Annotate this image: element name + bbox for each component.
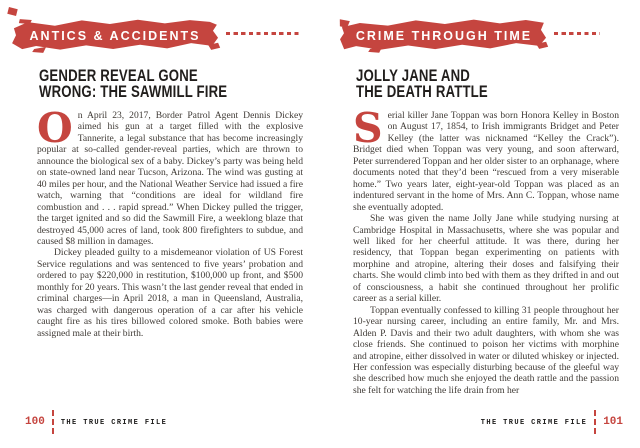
article-title-jolly-jane	[356, 69, 488, 101]
page-footer-right	[481, 408, 623, 436]
right-page	[320, 0, 640, 448]
page-number: 100	[25, 416, 45, 428]
article-body	[353, 104, 619, 396]
page-footer-left	[25, 408, 167, 436]
body-paragraph-1	[37, 104, 303, 247]
title-line-1: JOLLY JANE AND	[356, 67, 470, 85]
footer-dashed-divider	[52, 410, 54, 434]
title-line-2: THE DEATH RATTLE	[356, 82, 488, 101]
banner-paint-fleck	[7, 7, 17, 16]
banner-label: CRIME THROUGH TIME	[355, 28, 533, 43]
page-number: 101	[603, 416, 623, 428]
running-head: THE TRUE CRIME FILE	[480, 418, 588, 427]
title-line-1: GENDER REVEAL GONE	[39, 67, 198, 85]
section-banner-crime-through-time	[340, 18, 548, 52]
section-banner-antics	[10, 18, 220, 52]
body-paragraph-1	[353, 104, 619, 213]
footer-dashed-divider	[594, 410, 596, 434]
article-title-sawmill-fire	[39, 69, 227, 101]
paragraph-text: erial killer Jane Toppan was born Honora Kelley in Boston on August 17, 1854, to Irish immigrants Bridget and Peter Kelley (the latter was nicknamed “Kelley the Crack”). Bridget died when Toppan was very young, and soon afterward, Peter surrendered Toppan and her older sister to an orphanage, where documents noted that they’d been “rescued from a very miserable home.” Two years later, eight-year-old Toppan was placed as an indentured servant in the home of Mrs. Ann C. Toppan, whose name she eventually adopted.	[353, 110, 619, 213]
title-line-2: WRONG: THE SAWMILL FIRE	[39, 82, 228, 101]
running-head: THE TRUE CRIME FILE	[60, 418, 168, 427]
banner-dashed-line	[226, 32, 302, 35]
body-paragraph-2: She was given the name Jolly Jane while studying nursing at Cambridge Hospital in Massachusetts, where she was popular and well liked for her cheerful attitude. It was there, during her residency, that Toppan began experimenting on patients with morphine and atropine, altering their doses and falsifying their charts. She would climb into bed with them as they drifted in and out of consciousness, a habit she continued throughout her prolific career as a serial killer.	[353, 213, 619, 305]
drop-cap: O	[37, 104, 73, 152]
banner-label: ANTICS & ACCIDENTS	[29, 28, 201, 43]
paragraph-text: n April 23, 2017, Border Patrol Agent Dennis Dickey aimed his gun at a target filled with the explosive Tannerite, a legal substance that has become increasingly popular at so-called gender-reveal parties, which are thrown to announce the biological sex of a baby. Dickey’s party was being held on state-owned land near Tucson, Arizona. The wind was gusting at 40 miles per hour, and the National Weather Service had issued a fire watch, warning that “conditions are ideal for wildland fire combustion and . . . rapid spread.” When Dickey pulled the trigger, the target ignited and so did the Sawmill Fire, a weeklong blaze that destroyed 45,000 acres of land, took 800 firefighters to subdue, and caused $8 million in damages.	[37, 110, 303, 247]
drop-cap: S	[353, 104, 383, 152]
body-paragraph-2: Dickey pleaded guilty to a misdemeanor violation of US Forest Service regulations and was sentenced to five years’ probation and ordered to pay $220,000 in restitution, $100,000 up front, and $500 monthly for 20 years. This wasn’t the last gender reveal that ended in criminal charges—in April 2018, a man in Queensland, Australia, was charged with dangerous operation of a car after his vehicle caught fire as his tires billowed colored smoke. Both babies were assigned male at their birth.	[37, 247, 303, 339]
article-body	[37, 104, 303, 339]
body-paragraph-3: Toppan eventually confessed to killing 31 people throughout her 10-year nursing career, including an entire family, Mr. and Mrs. Alden P. Davis and their two adult daughters, with whom she was close friends. She continued to poison her victims with morphine and atropine, either dissolved in water or diluted whiskey or injected. Her confession was especially disturbing because of the gleeful way she described how much she enjoyed the death rattle and the passion she felt for watching the life drain from her	[353, 304, 619, 396]
banner-dashed-line	[554, 32, 600, 35]
